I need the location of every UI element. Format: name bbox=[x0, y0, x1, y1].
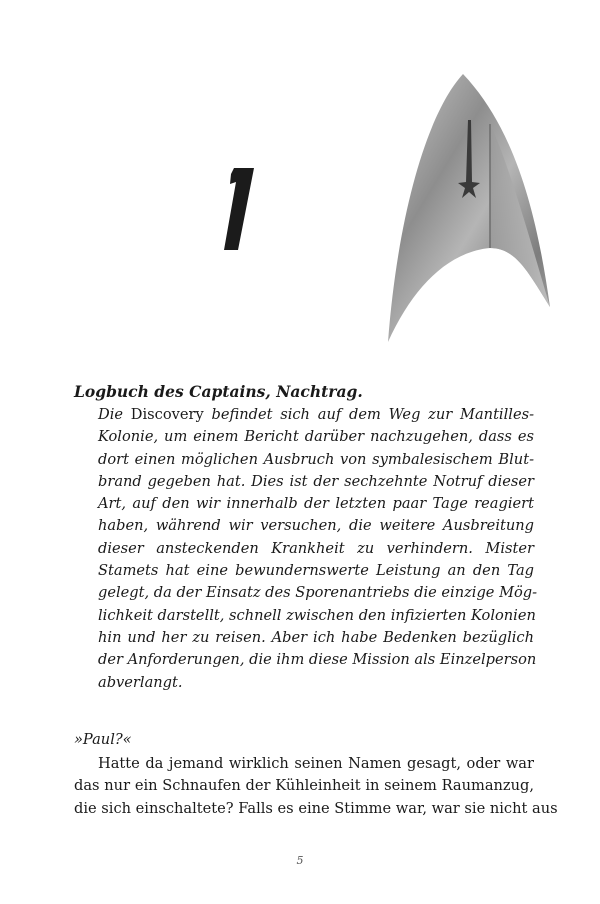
ship-name: Discovery bbox=[130, 406, 204, 423]
chapter-number-one bbox=[224, 168, 264, 250]
log-line: abverlangt. bbox=[98, 673, 183, 691]
dialog-line: »Paul?« bbox=[74, 731, 132, 748]
paragraph-line: Hatte da jemand wirklich seinen Namen gesagt, oder war bbox=[98, 755, 534, 772]
log-line: der Anforderungen, die ihm diese Mission als Einzelperson bbox=[98, 651, 537, 669]
log-line: brand gegeben hat. Dies ist der sechzehnte Notruf dieser bbox=[98, 472, 534, 490]
log-line: haben, während wir versuchen, die weitere Ausbreitung bbox=[98, 517, 534, 535]
log-line: dort einen möglichen Ausbruch von symbalesischem Blut- bbox=[98, 450, 534, 468]
page-number: 5 bbox=[296, 854, 304, 867]
log-line: gelegt, da der Einsatz des Sporenantriebs die einzige Mög- bbox=[98, 584, 538, 602]
starfleet-delta-emblem-icon bbox=[388, 72, 550, 352]
log-line: Art, auf den wir innerhalb der letzten paar Tage reagiert bbox=[98, 495, 534, 513]
paragraph-line: das nur ein Schnaufen der Kühleinheit in seinem Raumanzug, bbox=[74, 777, 534, 795]
log-entry-title: Logbuch des Captains, Nachtrag. bbox=[74, 382, 363, 401]
log-line: Die Discovery befindet sich auf dem Weg zur Mantilles- bbox=[98, 406, 534, 423]
log-line: Stamets hat eine bewundernswerte Leistung an den Tag bbox=[98, 562, 534, 580]
log-line: Kolonie, um einem Bericht darüber nachzugehen, dass es bbox=[98, 428, 534, 446]
log-line: dieser ansteckenden Krankheit zu verhindern. Mister bbox=[98, 539, 534, 557]
log-line: hin und her zu reisen. Aber ich habe Bedenken bezüglich bbox=[98, 628, 534, 646]
log-entry-body bbox=[98, 404, 538, 694]
body-paragraph bbox=[74, 753, 558, 820]
log-line: lichkeit darstellt, schnell zwischen den infizierten Kolonien bbox=[98, 606, 536, 624]
paragraph-line: die sich einschaltete? Falls es eine Stimme war, war sie nicht aus bbox=[74, 799, 558, 817]
